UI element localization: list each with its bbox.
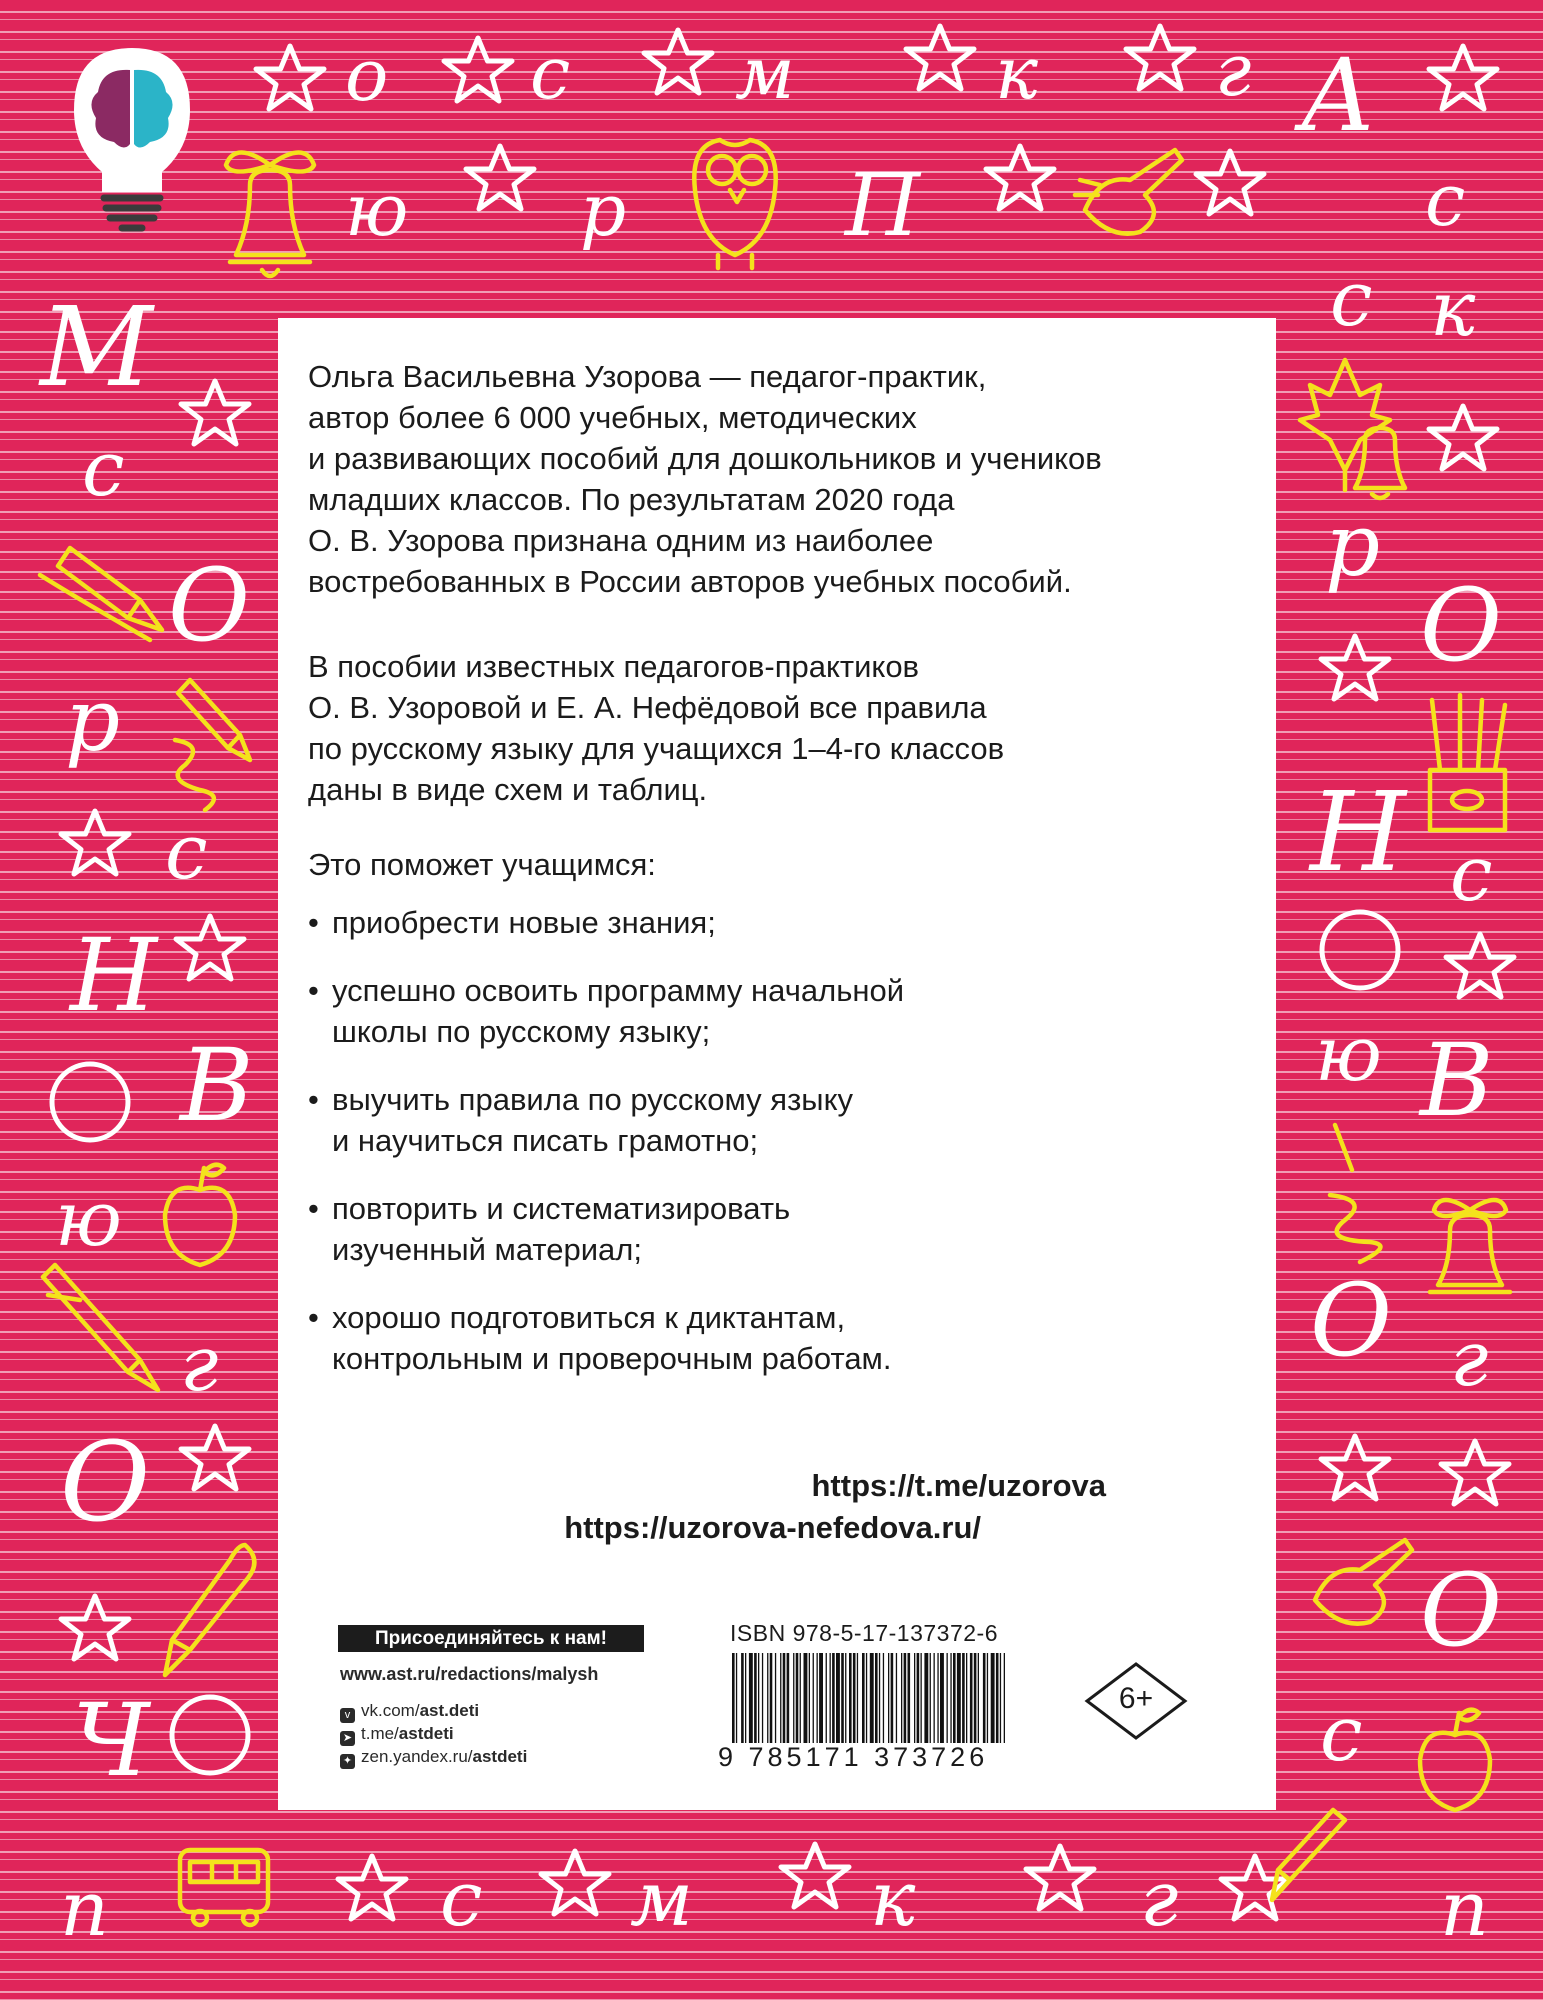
cursive-letter: О bbox=[60, 1418, 151, 1546]
star-icon bbox=[781, 1844, 849, 1907]
star-icon bbox=[1026, 1846, 1094, 1909]
barcode-bar bbox=[836, 1653, 840, 1743]
barcode-bar bbox=[762, 1653, 763, 1743]
barcode-bar bbox=[857, 1653, 858, 1743]
star-icon bbox=[61, 811, 129, 874]
cursive-letter: с bbox=[530, 31, 571, 115]
barcode-bar bbox=[841, 1653, 844, 1743]
zen-icon: ✦ bbox=[340, 1754, 355, 1769]
barcode-bar bbox=[875, 1653, 878, 1743]
cursive-letter: М bbox=[40, 283, 153, 411]
barcode-bar bbox=[950, 1653, 951, 1743]
list-item: • успешно освоить программу начальной школы по русскому языку; bbox=[308, 970, 1248, 1052]
cursive-letter: О bbox=[168, 547, 250, 664]
leaf-icon bbox=[1300, 360, 1390, 490]
barcode-bar bbox=[775, 1653, 776, 1743]
writing-hand-icon bbox=[1315, 1540, 1412, 1624]
list-item: • выучить правила по русскому языку и научиться писать грамотно; bbox=[308, 1079, 1248, 1161]
barcode-bar bbox=[924, 1653, 928, 1743]
book-paragraph: В пособии известных педагогов-практиков О. В. Узоровой и Е. А. Нефёдовой все правила по русскому языку для учащихся 1–4-го классов даны в виде схем и таблиц. bbox=[308, 649, 1005, 807]
cursive-letter: Н bbox=[70, 917, 158, 1034]
barcode-bar bbox=[793, 1653, 794, 1743]
barcode-bar bbox=[783, 1653, 786, 1743]
barcode-bar bbox=[983, 1653, 986, 1743]
cursive-letter: В bbox=[1420, 1022, 1494, 1139]
barcode-bar bbox=[866, 1653, 867, 1743]
star-icon bbox=[1221, 1856, 1289, 1919]
social-prefix: vk.com/ bbox=[361, 1701, 420, 1720]
cursive-letter: м bbox=[735, 31, 795, 115]
barcode-bar bbox=[870, 1653, 874, 1743]
cursive-letter: с bbox=[1425, 158, 1466, 242]
pen-icon bbox=[165, 1545, 254, 1675]
star-icon bbox=[986, 146, 1054, 209]
barcode-icon bbox=[730, 1653, 1008, 1743]
cursive-letter: р bbox=[1325, 496, 1381, 596]
cursive-letter: п bbox=[60, 1864, 109, 1953]
pencil-cup-icon bbox=[1430, 695, 1505, 830]
star-icon bbox=[181, 1426, 249, 1489]
cursive-letter: О bbox=[1420, 567, 1502, 684]
cursive-letter: с bbox=[440, 1854, 483, 1943]
social-handle: ast.deti bbox=[419, 1701, 480, 1720]
cursive-letter: г bbox=[1215, 28, 1252, 112]
writing-hand-icon bbox=[1075, 150, 1182, 234]
barcode-bar bbox=[826, 1653, 827, 1743]
cursive-letter: О bbox=[1420, 1552, 1502, 1669]
cursive-letter: ю bbox=[345, 168, 409, 252]
social-link-telegram[interactable] bbox=[340, 1723, 454, 1745]
barcode-bar bbox=[891, 1653, 894, 1743]
bus-icon bbox=[180, 1850, 268, 1925]
barcode-digits: 9 785171 373726 bbox=[718, 1742, 989, 1772]
bell-icon bbox=[226, 153, 314, 277]
star-icon bbox=[176, 916, 244, 979]
cursive-letter: с bbox=[1330, 254, 1373, 343]
social-prefix: zen.yandex.ru/ bbox=[361, 1747, 473, 1766]
star-icon bbox=[466, 146, 534, 209]
cursive-letter: р bbox=[580, 168, 627, 252]
social-handle: astdeti bbox=[398, 1724, 454, 1743]
cursive-letter: с bbox=[165, 807, 208, 896]
cursive-letter: П bbox=[845, 156, 920, 256]
star-icon bbox=[906, 26, 974, 89]
barcode-bar bbox=[888, 1653, 889, 1743]
cursive-letter: к bbox=[1430, 264, 1476, 353]
star-icon bbox=[1321, 1436, 1389, 1499]
barcode-bar bbox=[780, 1653, 781, 1743]
barcode-bar bbox=[741, 1653, 744, 1743]
barcode-bar bbox=[745, 1653, 746, 1743]
barcode-bar bbox=[770, 1653, 773, 1743]
barcode-bar bbox=[996, 1653, 999, 1743]
barcode-bar bbox=[862, 1653, 865, 1743]
star-icon bbox=[541, 1851, 609, 1914]
star-icon bbox=[181, 381, 249, 444]
barcode-bar bbox=[904, 1653, 907, 1743]
barcode-bar bbox=[957, 1653, 961, 1743]
publisher-website-link[interactable]: www.ast.ru/redactions/malysh bbox=[340, 1664, 599, 1684]
social-prefix: t.me/ bbox=[361, 1724, 399, 1743]
social-handle: astdeti bbox=[472, 1747, 528, 1766]
apple-icon bbox=[165, 1165, 235, 1265]
barcode-bar bbox=[970, 1653, 973, 1743]
apple-icon bbox=[1420, 1710, 1490, 1810]
social-link-vk[interactable] bbox=[340, 1700, 479, 1722]
vk-icon: v bbox=[340, 1708, 355, 1723]
cursive-letter: к bbox=[870, 1854, 916, 1943]
barcode-bar bbox=[883, 1653, 884, 1743]
barcode-bar bbox=[804, 1653, 808, 1743]
cursive-letter: к bbox=[995, 31, 1038, 115]
barcode-bar bbox=[991, 1653, 995, 1743]
barcode-bar bbox=[908, 1653, 911, 1743]
barcode-bar bbox=[966, 1653, 967, 1743]
cursive-letter: О bbox=[1310, 1262, 1392, 1379]
pen-icon bbox=[43, 1265, 158, 1390]
star-icon bbox=[1126, 26, 1194, 89]
benefits-intro: Это поможет учащимся: bbox=[308, 847, 656, 882]
description-panel bbox=[278, 318, 1276, 1810]
barcode-bar bbox=[853, 1653, 856, 1743]
cursive-letter: г bbox=[1450, 1314, 1489, 1403]
scribble-pencil-icon bbox=[1330, 1125, 1380, 1262]
barcode-bar bbox=[974, 1653, 977, 1743]
author-paragraph: Ольга Васильевна Узорова — педагог-практик, автор более 6 000 учебных, методических и развивающих пособий для дошкольников и учеников младших классов. По результатам 2020 года О. В. Узорова признана одним из наиболее востребованных в России авторов учебных пособий. bbox=[308, 359, 1102, 599]
barcode-bar bbox=[736, 1653, 737, 1743]
join-us-banner: Присоединяйтесь к нам! bbox=[338, 1625, 644, 1652]
barcode-bar bbox=[809, 1653, 810, 1743]
cursive-letter: м bbox=[630, 1854, 694, 1943]
barcode-bar bbox=[953, 1653, 956, 1743]
barcode-bar bbox=[800, 1653, 801, 1743]
list-item: • повторить и систематизировать изученный материал; bbox=[308, 1188, 1248, 1270]
barcode-bar bbox=[819, 1653, 823, 1743]
owl-icon bbox=[694, 140, 775, 268]
barcode-bar bbox=[930, 1653, 931, 1743]
pencil-icon bbox=[175, 680, 250, 810]
social-link-zen[interactable] bbox=[340, 1746, 527, 1768]
star-icon bbox=[1441, 1441, 1509, 1504]
barcode-bar bbox=[917, 1653, 920, 1743]
list-item: • приобрести новые знания; bbox=[308, 902, 1248, 943]
star-icon bbox=[444, 38, 512, 101]
barcode-bar bbox=[934, 1653, 935, 1743]
barcode-bar bbox=[879, 1653, 880, 1743]
barcode-bar bbox=[832, 1653, 835, 1743]
isbn-label: ISBN 978-5-17-137372-6 bbox=[730, 1620, 998, 1646]
barcode-bar bbox=[830, 1653, 831, 1743]
cursive-letter: с bbox=[1320, 1689, 1363, 1778]
circle-shape bbox=[1322, 912, 1398, 988]
pencil-icon bbox=[40, 548, 162, 640]
barcode-bar bbox=[937, 1653, 938, 1743]
barcode-bar bbox=[754, 1653, 757, 1743]
telegram-link[interactable]: https://t.me/uzorova bbox=[811, 1468, 1106, 1503]
cursive-letter: В bbox=[180, 1027, 254, 1144]
barcode-bar bbox=[901, 1653, 902, 1743]
circle-shape bbox=[172, 1697, 248, 1773]
barcode-bar bbox=[767, 1653, 768, 1743]
star-icon bbox=[1429, 406, 1497, 469]
barcode-bar bbox=[962, 1653, 965, 1743]
star-icon bbox=[1321, 636, 1389, 699]
cursive-letter: г bbox=[1140, 1854, 1179, 1943]
cursive-letter: с bbox=[1450, 829, 1493, 918]
barcode-bar bbox=[758, 1653, 759, 1743]
cursive-letter: р bbox=[65, 671, 121, 771]
cursive-letter: А bbox=[1300, 37, 1376, 154]
barcode-bar bbox=[896, 1653, 897, 1743]
cursive-letter: Ч bbox=[72, 1682, 150, 1799]
cursive-letter: ю bbox=[1315, 1009, 1382, 1098]
cursive-letter: п bbox=[1440, 1864, 1489, 1953]
barcode-bar bbox=[787, 1653, 790, 1743]
bell-icon bbox=[1430, 1200, 1510, 1292]
barcode-bar bbox=[914, 1653, 915, 1743]
benefits-list bbox=[308, 902, 1248, 1406]
star-icon bbox=[1196, 151, 1264, 214]
barcode-bar bbox=[732, 1653, 735, 1743]
cursive-letter: Н bbox=[1310, 768, 1406, 896]
cursive-letter: ю bbox=[55, 1174, 122, 1263]
cursive-letter: г bbox=[180, 1319, 219, 1408]
barcode-bar bbox=[1004, 1653, 1005, 1743]
website-link[interactable]: https://uzorova-nefedova.ru/ bbox=[564, 1510, 981, 1545]
age-rating-label: 6+ bbox=[1118, 1682, 1154, 1715]
cursive-letter: о bbox=[345, 33, 389, 117]
pencil-icon bbox=[1272, 1810, 1345, 1900]
barcode-bar bbox=[978, 1653, 979, 1743]
barcode-bar bbox=[849, 1653, 852, 1743]
barcode-bar bbox=[1000, 1653, 1001, 1743]
star-icon bbox=[644, 30, 712, 93]
star-icon bbox=[338, 1856, 406, 1919]
brain-lightbulb-logo-icon bbox=[62, 40, 202, 240]
barcode-bar bbox=[940, 1653, 944, 1743]
star-icon bbox=[1429, 46, 1497, 109]
star-icon bbox=[61, 1596, 129, 1659]
list-item: • хорошо подготовиться к диктантам, контрольным и проверочным работам. bbox=[308, 1297, 1248, 1379]
barcode-bar bbox=[749, 1653, 753, 1743]
star-icon bbox=[256, 46, 324, 109]
barcode-bar bbox=[813, 1653, 814, 1743]
barcode-bar bbox=[987, 1653, 988, 1743]
barcode-bar bbox=[845, 1653, 846, 1743]
barcode-bar bbox=[947, 1653, 948, 1743]
barcode-bar bbox=[796, 1653, 799, 1743]
telegram-icon: ➤ bbox=[340, 1731, 355, 1746]
cursive-letter: с bbox=[82, 424, 125, 513]
barcode-bar bbox=[921, 1653, 922, 1743]
barcode-bar bbox=[817, 1653, 818, 1743]
circle-shape bbox=[52, 1064, 128, 1140]
star-icon bbox=[1446, 934, 1514, 997]
